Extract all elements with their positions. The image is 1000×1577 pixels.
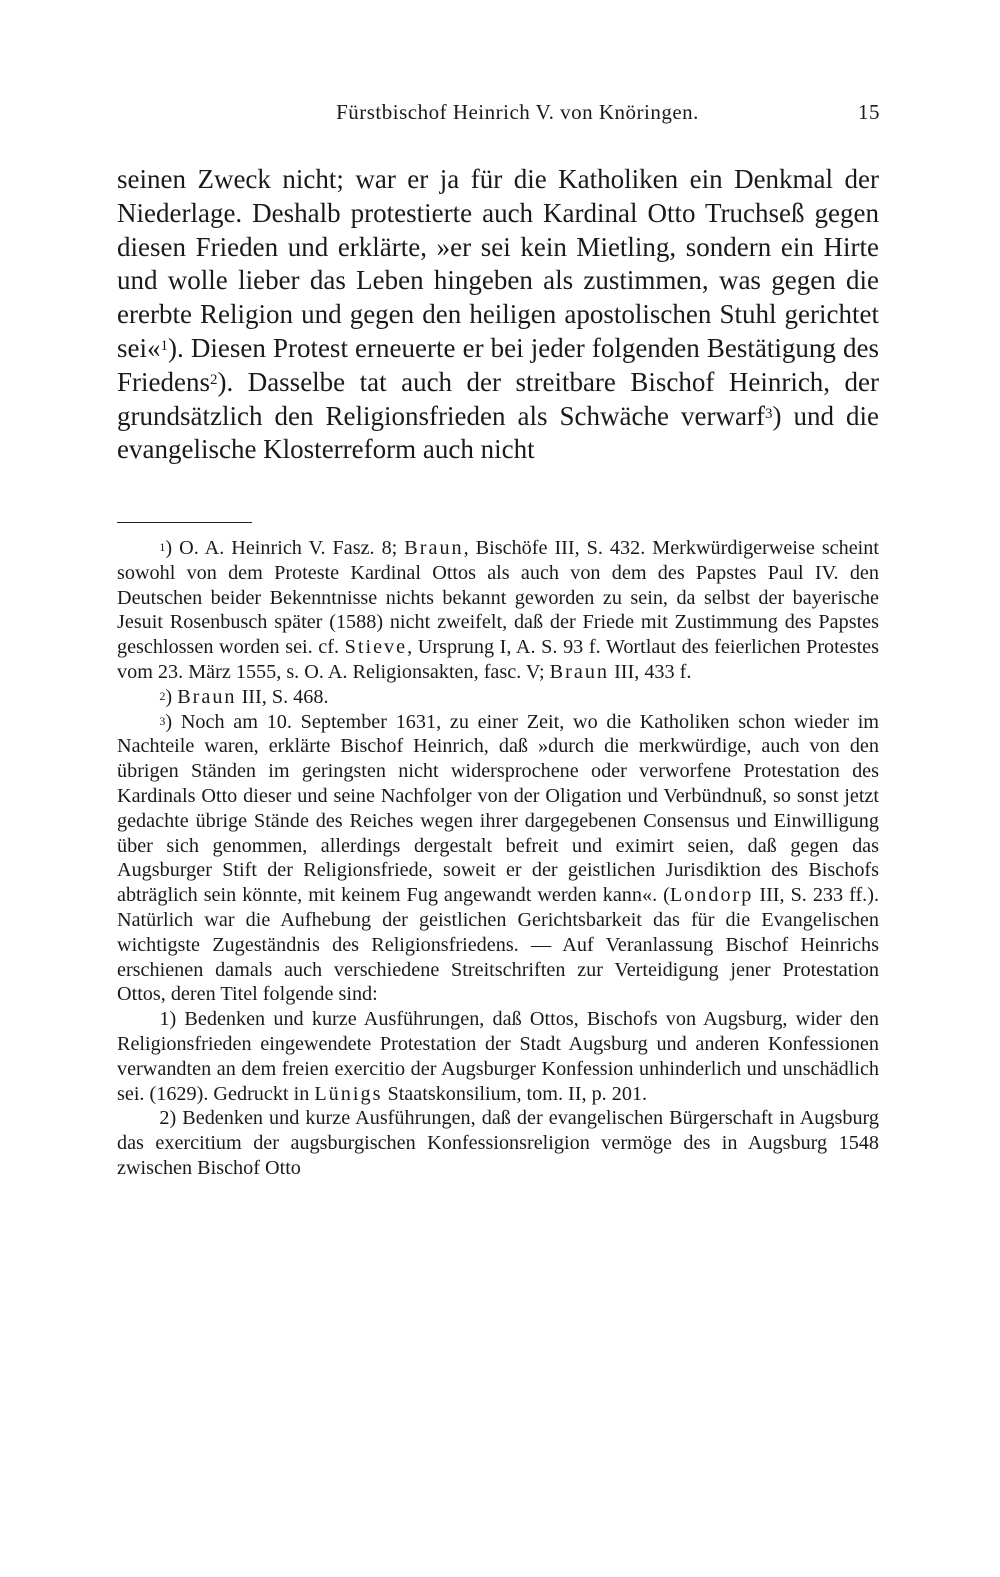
footnote-2-text-a: ) xyxy=(165,685,178,708)
running-title: Fürstbischof Heinrich V. von Knöringen. xyxy=(336,100,699,124)
footnote-ref-3[interactable]: 3 xyxy=(764,405,773,422)
footnote-1-text-a: ) O. A. Heinrich V. Fasz. 8; xyxy=(165,537,405,559)
body-text-3: ). Dasselbe tat auch der streitbare Bischof Heinrich, der grundsätzlich den Religionsfrieden als Schwäche verwarf xyxy=(117,366,879,431)
page-number: 15 xyxy=(858,100,880,124)
author-braun-2: Braun xyxy=(549,660,610,683)
author-braun: Braun xyxy=(404,537,464,559)
author-luenig: Lünigs xyxy=(314,1082,383,1105)
footnote-3-text-b: III, S. 233 ff.). Natürlich war die Aufhebung der geistlichen Gerichtsbarkeit das für die Evangelischen wichtigste Zugeständnis des Religionsfriedens. — Auf Veranlassung Bischof Heinrichs erschienen damals auch verschiedene Streitschriften zur Verteidigung jener Protestation Ottos, deren Titel folgende sind: xyxy=(117,884,879,1006)
running-header xyxy=(115,100,880,130)
footnote-2 xyxy=(117,685,879,710)
footnote-3-mark: 3 xyxy=(159,713,166,728)
body-text-1: seinen Zweck nicht; war er ja für die Katholiken ein Denkmal der Niederlage. Deshalb protestierte auch Kardinal Otto Truchseß gegen diesen Frieden und erklärte, »er sei kein Mietling, sondern ein Hirte und wolle lieber das Leben hingeben als zustimmen, was gegen die ererbte Religion und gegen den heiligen apostolischen Stuhl gerichtet sei« xyxy=(117,164,879,363)
footnote-item-2 xyxy=(117,1106,879,1180)
footnote-item-1-text-b: Staatskonsilium, tom. II, p. 201. xyxy=(382,1082,648,1105)
footnote-3-text-a: ) Noch am 10. September 1631, zu einer Zeit, wo die Katholiken schon wieder im Nachteile waren, erklärte Bischof Heinrich, daß »durch die merkwürdige, auch von den übrigen Ständen im geringsten nicht widersprochene oder verworfene Protestation des Kardinals Otto dieser und seine Nachfolger von der Oligation und Verbündnuß, so sonst jetzt gedachte übrige Stände des Reiches wegen ihrer dargegebenen Consensus und Einwilligung über sich genommen, allerdings dergestalt befreit und eximirt seien, daß gegen das Augsburger Stift der Religionsfriede, soweit er der geistlichen Jurisdiktion des Bischofs abträglich sein könnte, mit keinem Fug angewandt werden kann«. ( xyxy=(117,710,879,907)
footnote-ref-2[interactable]: 2 xyxy=(209,371,218,388)
footnote-ref-1[interactable]: 1 xyxy=(160,337,168,354)
main-text xyxy=(117,163,879,467)
footnote-item-1 xyxy=(117,1007,879,1106)
footnote-item-1-text-a: 1) Bedenken und kurze Ausführungen, daß Ottos, Bischofs von Augsburg, wider den Religionsfrieden eingewendete Protestation der Stadt Augsburg und anderen Konfessionen verwandten an dem freien exercitio der Augsburger Konfession unhinderlich und unschädlich sei. (1629). Gedruckt in xyxy=(117,1008,879,1105)
body-paragraph xyxy=(117,163,879,467)
footnotes xyxy=(117,536,879,1181)
footnote-1-text-d: III, 433 f. xyxy=(609,660,692,683)
footnote-2-text-b: III, S. 468. xyxy=(236,685,329,708)
footnote-separator xyxy=(117,522,252,523)
footnote-1 xyxy=(117,536,879,685)
footnote-1-mark: 1 xyxy=(159,540,166,554)
body-text-4: ) und die evangelische Klosterreform auch nicht xyxy=(117,400,879,465)
footnote-1-text-b: , Bischöfe III, S. 432. Merkwürdigerweise scheint sowohl von dem Proteste Kardinal Ottos als auch von dem des Papstes Paul IV. den Deutschen beider Bekenntnisse nichts bekannt geworden zu sein, da selbst der bayerische Jesuit Rosenbusch später (1588) nicht zweifelt, daß der Friede mit Zustimmung des Papstes geschlossen worden sei. cf. xyxy=(117,537,879,659)
author-londorp: Londorp xyxy=(669,884,754,907)
author-stieve: Stieve xyxy=(344,636,408,659)
footnote-2-mark: 2 xyxy=(159,688,166,703)
footnote-3 xyxy=(117,710,879,1008)
author-braun-3: Braun xyxy=(177,685,237,708)
footnote-item-2-text: 2) Bedenken und kurze Ausführungen, daß der evangelischen Bürgerschaft in Augsburg das exercitium der augsburgischen Konfessionsreligion vermöge des in Augsburg 1548 zwischen Bischof Otto xyxy=(117,1107,879,1179)
footnote-1-text-c: , Ursprung I, A. S. 93 f. Wortlaut des feierlichen Protestes vom 23. März 1555, s. O. A. Religionsakten, fasc. V; xyxy=(117,636,879,683)
body-text-2: ). Diesen Protest erneuerte er bei jeder folgenden Bestätigung des Friedens xyxy=(117,332,879,397)
